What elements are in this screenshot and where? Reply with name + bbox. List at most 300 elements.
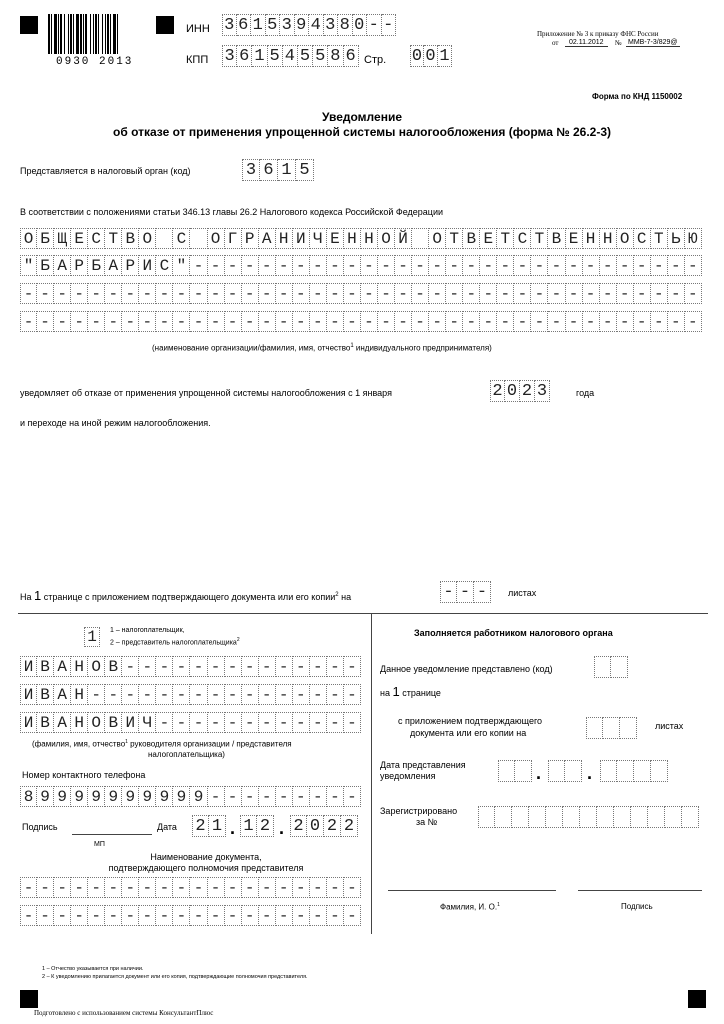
pages-cells-cell: - xyxy=(440,581,457,603)
barcode-bar xyxy=(54,14,57,54)
org-name-row-2-cell: - xyxy=(190,255,207,276)
org-name-row-4-cell: - xyxy=(497,311,514,332)
org-name-row-2-cell: А xyxy=(105,255,122,276)
corner-marker-top-left xyxy=(20,16,38,34)
org-name-row-1-cell: Ю xyxy=(685,228,702,249)
org-name-row-3-cell: - xyxy=(361,283,378,304)
attachment-suffix: листах xyxy=(655,721,684,731)
patronymic-cells-cell: - xyxy=(327,712,344,733)
phone-cells-cell: 9 xyxy=(37,786,54,807)
submitted-code-cells-cell xyxy=(611,656,628,678)
date-separator-1: . xyxy=(230,818,236,838)
patronymic-cells-cell: - xyxy=(344,712,361,733)
doc-row-1-cell: - xyxy=(259,877,276,898)
kpp-cells-cell: 4 xyxy=(283,45,298,67)
org-name-row-3-cell: - xyxy=(259,283,276,304)
org-name-row-1-cell: Й xyxy=(395,228,412,249)
phone-cells-cell: - xyxy=(259,786,276,807)
phone-cells-cell: - xyxy=(293,786,310,807)
inn-cells-cell: 9 xyxy=(295,14,310,36)
tax-authority-cells-cell: 1 xyxy=(278,159,296,181)
surname-cells-cell: В xyxy=(105,656,122,677)
org-name-row-3-cell: - xyxy=(583,283,600,304)
org-name-row-1-cell: С xyxy=(88,228,105,249)
surname-cells-cell: Н xyxy=(71,656,88,677)
doc-row-2 xyxy=(20,905,361,926)
firstname-cells-cell: В xyxy=(37,684,54,705)
patronymic-cells-cell: - xyxy=(225,712,242,733)
org-name-row-4-cell: - xyxy=(310,311,327,332)
date-label: Дата xyxy=(157,822,177,832)
refusal-line-2: и переходе на иной режим налогообложения. xyxy=(20,418,211,428)
firstname-cells-cell: - xyxy=(242,684,259,705)
org-name-row-3-cell: - xyxy=(156,283,173,304)
appendix-number: ММВ-7-3/829@ xyxy=(628,39,678,46)
footnote-2: 2 – К уведомлению прилагается документ или его копия, подтверждающие полномочия представителя. xyxy=(42,974,308,980)
org-name-row-3-cell: - xyxy=(242,283,259,304)
patronymic-cells xyxy=(20,712,361,733)
org-name-row-1-cell xyxy=(190,228,207,249)
date-year-cells xyxy=(290,815,358,837)
inn-cells-cell: - xyxy=(382,14,397,36)
role-option-2: 2 – представитель налогоплательщика$^2$ xyxy=(110,637,240,647)
attachment-cells-cell xyxy=(603,717,620,739)
registration-number-cells-cell xyxy=(478,806,495,828)
org-name-row-4-cell: - xyxy=(259,311,276,332)
kpp-cells-cell: 8 xyxy=(328,45,343,67)
barcode-bar xyxy=(107,14,109,54)
doc-row-1-cell: - xyxy=(54,877,71,898)
corner-marker-bottom-right xyxy=(688,990,706,1008)
phone-label: Номер контактного телефона xyxy=(22,770,146,780)
org-name-row-4-cell: - xyxy=(139,311,156,332)
corner-marker-top-right xyxy=(156,16,174,34)
corner-marker-bottom-left xyxy=(20,990,38,1008)
org-name-row-3-cell: - xyxy=(54,283,71,304)
org-name-row-3-cell: - xyxy=(190,283,207,304)
surname-cells-cell: А xyxy=(54,656,71,677)
org-name-row-4-cell: - xyxy=(208,311,225,332)
doc-row-1-cell: - xyxy=(293,877,310,898)
phone-cells-cell: - xyxy=(276,786,293,807)
doc-row-2-cell: - xyxy=(190,905,207,926)
date-year-cells-cell: 0 xyxy=(307,815,324,837)
org-name-row-4-cell: - xyxy=(600,311,617,332)
page-label: Стр. xyxy=(364,54,387,66)
org-name-row-4-cell: - xyxy=(617,311,634,332)
org-name-row-4-cell: - xyxy=(668,311,685,332)
org-name-row-1-cell: Е xyxy=(480,228,497,249)
org-name-row-2-cell: - xyxy=(259,255,276,276)
surname-cells-cell: В xyxy=(37,656,54,677)
inn-cells-cell: 4 xyxy=(309,14,324,36)
patronymic-cells-cell: - xyxy=(156,712,173,733)
firstname-cells-cell: - xyxy=(156,684,173,705)
firstname-cells-cell: - xyxy=(327,684,344,705)
firstname-cells-cell: - xyxy=(344,684,361,705)
org-name-row-3-cell: - xyxy=(634,283,651,304)
phone-cells-cell: 9 xyxy=(88,786,105,807)
surname-cells-cell: - xyxy=(190,656,207,677)
date-year-cells-cell: 2 xyxy=(341,815,358,837)
org-name-row-2-cell: - xyxy=(361,255,378,276)
barcode-bar xyxy=(70,14,72,54)
patronymic-cells-cell: О xyxy=(88,712,105,733)
org-name-caption: (наименование организации/фамилия, имя, отчество$^1$ индивидуального предпринимателя) xyxy=(152,343,492,353)
registration-number-cells-cell xyxy=(614,806,631,828)
surname-cells-cell: - xyxy=(139,656,156,677)
registration-number-cells-cell xyxy=(682,806,699,828)
date-month-cells-cell: 2 xyxy=(257,815,274,837)
org-name-row-4 xyxy=(20,311,702,332)
org-name-row-2-cell: - xyxy=(429,255,446,276)
doc-row-1-cell: - xyxy=(139,877,156,898)
attachment-cells xyxy=(586,717,637,739)
org-name-row-2-cell: Р xyxy=(71,255,88,276)
barcode-bar xyxy=(60,14,62,54)
surname-cells-cell: - xyxy=(242,656,259,677)
org-name-row-1-cell: О xyxy=(378,228,395,249)
org-name-row-1 xyxy=(20,228,702,249)
inspector-name-caption: Фамилия, И. О.$^1$ xyxy=(440,902,500,912)
doc-row-2-cell: - xyxy=(293,905,310,926)
pages-cells-cell: - xyxy=(457,581,474,603)
org-name-row-1-cell: Е xyxy=(71,228,88,249)
org-name-row-1-cell: А xyxy=(259,228,276,249)
firstname-cells-cell: - xyxy=(225,684,242,705)
doc-row-1-cell: - xyxy=(37,877,54,898)
right-block-title: Заполняется работником налогового органа xyxy=(414,628,613,638)
submission-date-label-2: уведомления xyxy=(380,771,436,781)
doc-row-2-cell: - xyxy=(156,905,173,926)
pages-suffix: листах xyxy=(508,588,537,598)
org-name-row-2-cell: - xyxy=(668,255,685,276)
org-name-row-4-cell: - xyxy=(156,311,173,332)
barcode-bar xyxy=(85,14,87,54)
doc-row-1 xyxy=(20,877,361,898)
org-name-row-4-cell: - xyxy=(37,311,54,332)
surname-cells-cell: - xyxy=(156,656,173,677)
org-name-row-2-cell: - xyxy=(242,255,259,276)
refusal-year-label: года xyxy=(576,388,595,398)
org-name-row-4-cell: - xyxy=(190,311,207,332)
org-name-row-4-cell: - xyxy=(242,311,259,332)
inn-cells-cell: 8 xyxy=(338,14,353,36)
inn-cells-cell: 3 xyxy=(324,14,339,36)
patronymic-cells-cell: - xyxy=(276,712,293,733)
inn-cells xyxy=(222,14,396,36)
org-name-row-4-cell: - xyxy=(225,311,242,332)
date-day-cells xyxy=(192,815,226,837)
doc-row-1-cell: - xyxy=(122,877,139,898)
phone-cells-cell: - xyxy=(225,786,242,807)
refusal-text: уведомляет об отказе от применения упрощенной системы налогообложения с 1 января xyxy=(20,388,392,398)
org-name-row-1-cell: Т xyxy=(105,228,122,249)
org-name-row-1-cell: Н xyxy=(583,228,600,249)
inn-cells-cell: 1 xyxy=(251,14,266,36)
attachment-cells-cell xyxy=(620,717,637,739)
surname-cells-cell: - xyxy=(225,656,242,677)
org-name-row-4-cell: - xyxy=(412,311,429,332)
signature-label: Подпись xyxy=(22,822,58,832)
org-name-row-2-cell: Р xyxy=(122,255,139,276)
registration-number-cells-cell xyxy=(631,806,648,828)
doc-row-2-cell: - xyxy=(276,905,293,926)
org-name-row-3-cell: - xyxy=(395,283,412,304)
barcode-bar xyxy=(83,14,84,54)
org-name-row-3-cell: - xyxy=(548,283,565,304)
org-name-row-2-cell: - xyxy=(531,255,548,276)
org-name-row-1-cell xyxy=(156,228,173,249)
appendix-date: 02.11.2012 xyxy=(565,39,608,47)
title-line-1: Уведомление xyxy=(321,110,402,124)
doc-row-1-cell: - xyxy=(20,877,37,898)
submission-day-cells-cell xyxy=(498,760,515,782)
org-name-row-2-cell: - xyxy=(225,255,242,276)
org-name-row-1-cell: И xyxy=(293,228,310,249)
refusal-year-cells-cell: 2 xyxy=(490,380,505,402)
submitted-code-cells xyxy=(594,656,628,678)
barcode-bar xyxy=(93,14,94,54)
patronymic-cells-cell: - xyxy=(173,712,190,733)
org-name-row-3-cell: - xyxy=(651,283,668,304)
org-name-row-2-cell: - xyxy=(548,255,565,276)
barcode-bar xyxy=(73,14,74,54)
doc-row-1-cell: - xyxy=(344,877,361,898)
tax-authority-cells-cell: 5 xyxy=(296,159,314,181)
org-name-row-3-cell: - xyxy=(105,283,122,304)
org-name-row-2 xyxy=(20,255,702,276)
org-name-row-2-cell: - xyxy=(344,255,361,276)
appendix-from: от xyxy=(552,39,559,47)
registration-number-cells-cell xyxy=(529,806,546,828)
phone-cells-cell: - xyxy=(344,786,361,807)
doc-row-1-cell: - xyxy=(327,877,344,898)
org-name-row-1-cell: Т xyxy=(446,228,463,249)
org-name-row-4-cell: - xyxy=(344,311,361,332)
phone-cells-cell: 9 xyxy=(173,786,190,807)
page-cells-cell: 0 xyxy=(411,46,423,66)
doc-row-1-cell: - xyxy=(88,877,105,898)
org-name-row-3-cell: - xyxy=(310,283,327,304)
org-name-row-1-cell: Ь xyxy=(668,228,685,249)
inspector-signature-line xyxy=(578,890,702,891)
org-name-row-4-cell: - xyxy=(361,311,378,332)
doc-row-1-cell: - xyxy=(173,877,190,898)
submission-day-cells-cell xyxy=(515,760,532,782)
attachment-label-2: документа или его копии на xyxy=(410,728,527,738)
submission-year-cells-cell xyxy=(617,760,634,782)
doc-row-2-cell: - xyxy=(242,905,259,926)
org-name-row-2-cell: - xyxy=(327,255,344,276)
org-name-row-1-cell xyxy=(412,228,429,249)
doc-row-2-cell: - xyxy=(54,905,71,926)
org-name-row-4-cell: - xyxy=(395,311,412,332)
doc-row-2-cell: - xyxy=(37,905,54,926)
org-name-row-2-cell: - xyxy=(412,255,429,276)
pages-cells-cell: - xyxy=(474,581,491,603)
inn-cells-cell: 3 xyxy=(222,14,237,36)
firstname-cells-cell: - xyxy=(88,684,105,705)
org-name-row-3-cell: - xyxy=(88,283,105,304)
registration-number-cells-cell xyxy=(512,806,529,828)
org-name-row-2-cell: - xyxy=(497,255,514,276)
org-name-row-2-cell: - xyxy=(685,255,702,276)
refusal-year-cells-cell: 3 xyxy=(535,380,550,402)
surname-cells-cell: - xyxy=(173,656,190,677)
org-name-row-1-cell: Н xyxy=(344,228,361,249)
barcode-bar xyxy=(48,14,50,54)
attachment-cells-cell xyxy=(586,717,603,739)
barcode-bar xyxy=(68,14,69,54)
org-name-row-1-cell: Т xyxy=(531,228,548,249)
barcode-bar xyxy=(98,14,99,54)
org-name-row-3-cell: - xyxy=(20,283,37,304)
date-day-cells-cell: 1 xyxy=(209,815,226,837)
org-name-row-3-cell: - xyxy=(668,283,685,304)
doc-row-2-cell: - xyxy=(310,905,327,926)
firstname-cells xyxy=(20,684,361,705)
name-caption-2: налогоплательщика) xyxy=(148,750,225,759)
kpp-cells xyxy=(222,45,359,67)
org-name-row-4-cell: - xyxy=(634,311,651,332)
doc-row-2-cell: - xyxy=(344,905,361,926)
barcode-number: 0930 2013 xyxy=(56,56,134,68)
org-name-row-3-cell: - xyxy=(37,283,54,304)
kpp-label: КПП xyxy=(186,54,209,66)
org-name-row-1-cell: В xyxy=(122,228,139,249)
barcode xyxy=(48,14,144,54)
registration-number-cells-cell xyxy=(597,806,614,828)
org-name-row-1-cell: С xyxy=(514,228,531,249)
doc-row-2-cell: - xyxy=(71,905,88,926)
org-name-row-4-cell: - xyxy=(480,311,497,332)
org-name-row-2-cell: - xyxy=(378,255,395,276)
org-name-row-4-cell: - xyxy=(122,311,139,332)
firstname-cells-cell: - xyxy=(190,684,207,705)
footnote-1: 1 – Отчество указывается при наличии. xyxy=(42,966,144,972)
role-cell-cell: 1 xyxy=(84,627,100,647)
phone-cells-cell: - xyxy=(327,786,344,807)
firstname-cells-cell: А xyxy=(54,684,71,705)
barcode-bar xyxy=(51,14,52,54)
form-code: Форма по КНД 1150002 xyxy=(592,92,683,101)
kpp-cells-cell: 5 xyxy=(313,45,328,67)
org-name-row-1-cell: Т xyxy=(497,228,514,249)
surname-cells-cell: - xyxy=(344,656,361,677)
footer-text: Подготовлено с использованием системы КонсультантПлюс xyxy=(34,1009,214,1017)
org-name-row-1-cell: Р xyxy=(242,228,259,249)
firstname-cells-cell: - xyxy=(122,684,139,705)
barcode-bar xyxy=(58,14,59,54)
signature-line xyxy=(72,834,152,835)
registered-label-1: Зарегистрировано xyxy=(380,806,458,816)
doc-row-2-cell: - xyxy=(225,905,242,926)
registration-number-cells-cell xyxy=(648,806,665,828)
role-cell xyxy=(84,627,100,647)
org-name-row-1-cell: О xyxy=(208,228,225,249)
org-name-row-2-cell: - xyxy=(600,255,617,276)
patronymic-cells-cell: - xyxy=(293,712,310,733)
org-name-row-1-cell: Е xyxy=(327,228,344,249)
org-name-row-2-cell: - xyxy=(566,255,583,276)
patronymic-cells-cell: В xyxy=(105,712,122,733)
org-name-row-2-cell: Б xyxy=(37,255,54,276)
surname-cells-cell: - xyxy=(122,656,139,677)
pages-cells xyxy=(440,581,491,603)
barcode-bar xyxy=(102,14,103,54)
doc-row-1-cell: - xyxy=(71,877,88,898)
org-name-row-3-cell: - xyxy=(480,283,497,304)
org-name-row-2-cell: - xyxy=(634,255,651,276)
org-name-row-2-cell: - xyxy=(276,255,293,276)
org-name-row-2-cell: - xyxy=(514,255,531,276)
surname-cells xyxy=(20,656,361,677)
submission-month-cells xyxy=(548,760,582,782)
org-name-row-3-cell: - xyxy=(139,283,156,304)
org-name-row-1-cell: Н xyxy=(600,228,617,249)
barcode-bar xyxy=(80,14,82,54)
date-month-cells xyxy=(240,815,274,837)
org-name-row-3-cell: - xyxy=(463,283,480,304)
submission-month-cells-cell xyxy=(548,760,565,782)
inn-cells-cell: 5 xyxy=(266,14,281,36)
org-name-row-3-cell: - xyxy=(122,283,139,304)
submission-year-cells-cell xyxy=(600,760,617,782)
submission-year-cells-cell xyxy=(651,760,668,782)
org-name-row-4-cell: - xyxy=(514,311,531,332)
phone-cells xyxy=(20,786,361,807)
barcode-bar xyxy=(117,14,118,54)
tax-authority-label: Представляется в налоговый орган (код) xyxy=(20,166,191,176)
registration-number-cells-cell xyxy=(546,806,563,828)
stamp-label: МП xyxy=(94,841,105,848)
org-name-row-1-cell: Е xyxy=(566,228,583,249)
org-name-row-3-cell: - xyxy=(327,283,344,304)
org-name-row-4-cell: - xyxy=(276,311,293,332)
patronymic-cells-cell: И xyxy=(122,712,139,733)
doc-row-1-cell: - xyxy=(310,877,327,898)
registration-number-cells xyxy=(478,806,699,828)
doc-label-1: Наименование документа, xyxy=(150,852,262,862)
doc-row-2-cell: - xyxy=(105,905,122,926)
phone-cells-cell: - xyxy=(310,786,327,807)
basis-text: В соответствии с положениями статьи 346.13 главы 26.2 Налогового кодекса Российской Федерации xyxy=(20,207,444,217)
org-name-row-4-cell: - xyxy=(173,311,190,332)
org-name-row-1-cell: Щ xyxy=(54,228,71,249)
kpp-cells-cell: 1 xyxy=(252,45,267,67)
page-cells xyxy=(410,45,452,67)
barcode-bar xyxy=(113,14,116,54)
doc-label-2: подтверждающего полномочия представителя xyxy=(108,863,304,873)
registration-number-cells-cell xyxy=(563,806,580,828)
org-name-row-4-cell: - xyxy=(566,311,583,332)
org-name-row-3-cell: - xyxy=(429,283,446,304)
org-name-row-4-cell: - xyxy=(651,311,668,332)
org-name-row-1-cell: О xyxy=(139,228,156,249)
kpp-cells-cell: 6 xyxy=(344,45,359,67)
org-name-row-1-cell: В xyxy=(463,228,480,249)
org-name-row-3-cell: - xyxy=(208,283,225,304)
org-name-row-4-cell: - xyxy=(378,311,395,332)
patronymic-cells-cell: - xyxy=(310,712,327,733)
patronymic-cells-cell: И xyxy=(20,712,37,733)
doc-row-1-cell: - xyxy=(225,877,242,898)
firstname-cells-cell: - xyxy=(139,684,156,705)
column-divider xyxy=(371,613,372,934)
tax-authority-cells-cell: 3 xyxy=(242,159,260,181)
org-name-row-3-cell: - xyxy=(531,283,548,304)
